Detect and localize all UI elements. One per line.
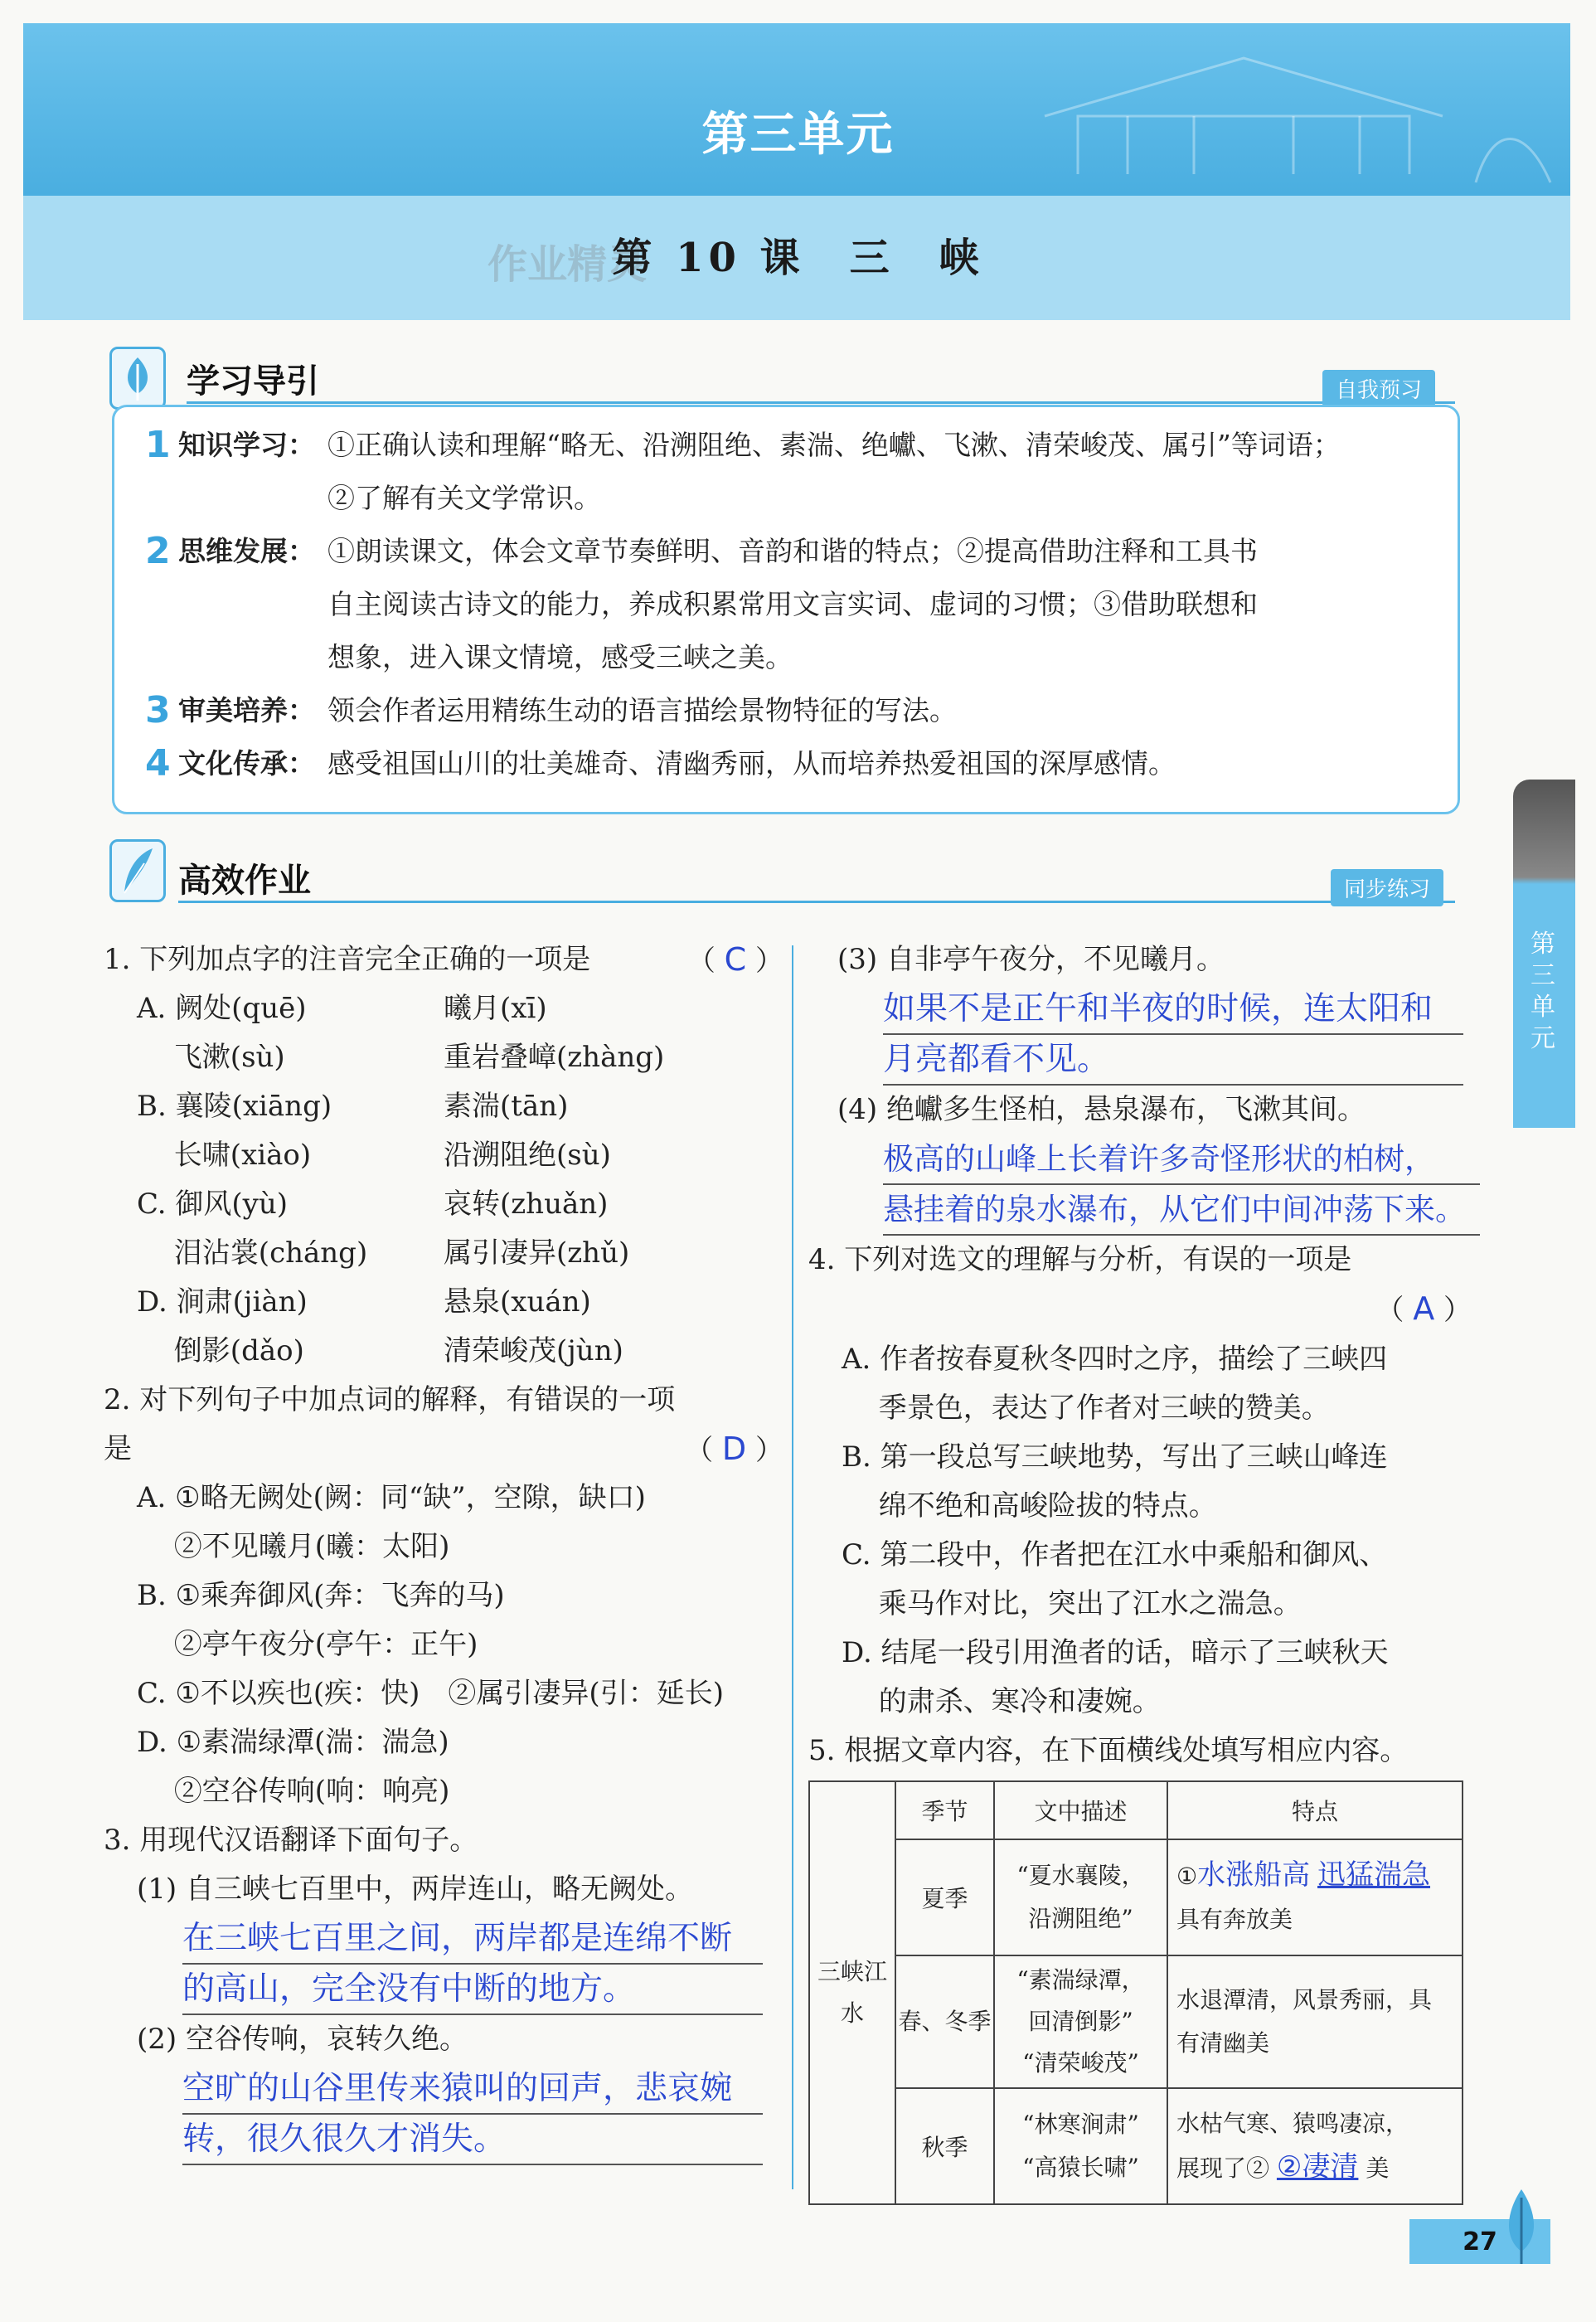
item-number: 1 bbox=[145, 424, 171, 466]
option-row: D. 涧肃(jiàn) 悬泉(xuán) bbox=[137, 1285, 591, 1319]
table-row: 春、冬季 “素湍绿潭， 回清倒影” “清荣峻茂” 水退潭清，风景秀丽，具 有清幽美 bbox=[809, 1955, 1463, 2088]
option: C. 第二段中，作者把在江水中乘船和御风、 bbox=[842, 1538, 1388, 1571]
table-header: 文中描述 bbox=[994, 1781, 1167, 1839]
divider bbox=[187, 401, 1455, 404]
option: ②空谷传响(响：响亮) bbox=[137, 1775, 450, 1808]
item-number: 3 bbox=[145, 689, 171, 731]
option-row: C. 御风(yù) 哀转(zhuǎn) bbox=[137, 1188, 609, 1221]
answer-mark: C bbox=[724, 941, 747, 978]
option-row: 飞漱(sù) 重岩叠嶂(zhàng) bbox=[137, 1041, 665, 1074]
column-divider bbox=[792, 945, 793, 2189]
handwritten-answer: ②凄清 bbox=[1276, 2150, 1359, 2184]
q3-items bbox=[104, 1865, 783, 2165]
translate-prompt: (4) 绝巘多生怪柏，悬泉瀑布，飞漱其间。 bbox=[837, 1093, 1366, 1126]
item-label: 知识学习： bbox=[178, 429, 315, 461]
divider bbox=[178, 901, 1455, 903]
feather-icon bbox=[109, 839, 166, 902]
option: A. 作者按春夏秋冬四时之序，描绘了三峡四 bbox=[842, 1343, 1388, 1376]
side-tab-label: 第三单元 bbox=[1531, 930, 1555, 1053]
page-number: 27 bbox=[1409, 2219, 1550, 2264]
guide-item bbox=[145, 737, 1438, 790]
answer-mark: A bbox=[1413, 1290, 1435, 1327]
question-stem: 1. 下列加点字的注音完全正确的一项是 bbox=[104, 943, 591, 976]
question-4: 4. 下列对选文的理解与分析，有误的一项是 bbox=[808, 1243, 1352, 1276]
option: 的肃杀、寒冷和凄婉。 bbox=[842, 1685, 1161, 1718]
item-number: 4 bbox=[145, 742, 171, 785]
practice-tag: 同步练习 bbox=[1331, 869, 1443, 906]
translate-prompt: (3) 自非亭午夜分，不见曦月。 bbox=[837, 943, 1225, 976]
option-row: 长啸(xiào) 沿溯阻绝(sù) bbox=[137, 1139, 611, 1172]
translate-prompt: (2) 空谷传响，哀转久绝。 bbox=[137, 2023, 468, 2056]
q1-options bbox=[104, 984, 783, 1376]
table-row: 夏季 “夏水襄陵， 沿溯阻绝” ①水涨船高 迅猛湍急 具有奔放美 bbox=[809, 1839, 1463, 1955]
left-column bbox=[104, 935, 783, 2165]
question-5: 5. 根据文章内容，在下面横线处填写相应内容。 bbox=[808, 1734, 1409, 1767]
item-label: 文化传承： bbox=[178, 747, 315, 780]
option-row: 倒影(dǎo) 清荣峻茂(jùn) bbox=[137, 1334, 623, 1367]
option: ②亭午夜分(亭午：正午) bbox=[137, 1628, 478, 1661]
q3-items-cont bbox=[808, 935, 1472, 1236]
question-3: 3. 用现代汉语翻译下面句子。 bbox=[104, 1824, 478, 1857]
item-text: 领会作者运用精练生动的语言描绘景物特征的写法。 bbox=[327, 694, 957, 726]
translation-answer: 如果不是正午和半夜的时候，连太阳和 月亮都看不见。 bbox=[837, 984, 1463, 1086]
answer-line bbox=[182, 2164, 763, 2165]
answer-mark: D bbox=[721, 1431, 747, 1467]
guide-item bbox=[145, 525, 1438, 684]
item-label: 审美培养： bbox=[178, 694, 315, 726]
table-row-label: 三峡江水 bbox=[809, 1781, 895, 2204]
option: D. ①素湍绿潭(湍：湍急) bbox=[137, 1726, 449, 1759]
question-2: 2. 对下列句子中加点词的解释，有错误的一项 是 （ D ） bbox=[104, 1376, 783, 1474]
table-row: 秋季 “林寒涧肃” “高猿长啸” 水枯气寒、猿鸣凄凉， 展现了② ②凄清 美 bbox=[809, 2088, 1463, 2204]
option: 季景色，表达了作者对三峡的赞美。 bbox=[842, 1392, 1330, 1425]
option-row: B. 襄陵(xiāng) 素湍(tān) bbox=[137, 1090, 569, 1123]
guide-item bbox=[145, 419, 1438, 525]
option: D. 结尾一段引用渔者的话，暗示了三峡秋天 bbox=[842, 1636, 1389, 1669]
table-header: 特点 bbox=[1167, 1781, 1463, 1839]
guide-item bbox=[145, 684, 1438, 737]
question-1: 1. 下列加点字的注音完全正确的一项是 （ C ） bbox=[104, 941, 783, 978]
watermark: 作业精灵 bbox=[488, 241, 648, 288]
right-column bbox=[808, 935, 1472, 2205]
item-text: 自主阅读古诗文的能力，养成积累常用文言实词、虚词的习惯；③借助联想和 bbox=[327, 588, 1258, 620]
item-number: 2 bbox=[145, 530, 171, 572]
tree-icon bbox=[1501, 2189, 1542, 2264]
item-text: 感受祖国山川的壮美雄奇、清幽秀丽，从而培养热爱祖国的深厚感情。 bbox=[327, 747, 1176, 780]
translation-answer: 极高的山峰上长着许多奇怪形状的柏树， 悬挂着的泉水瀑布，从它们中间冲荡下来。 bbox=[837, 1134, 1480, 1236]
item-text: 想象，进入课文情境，感受三峡之美。 bbox=[327, 641, 793, 673]
guide-list bbox=[145, 419, 1438, 790]
q4-answer-row: （ A ） bbox=[1375, 1290, 1472, 1327]
leaf-icon bbox=[109, 347, 166, 410]
question-stem: 2. 对下列句子中加点词的解释，有错误的一项 bbox=[104, 1383, 676, 1416]
q2-options bbox=[104, 1474, 783, 1816]
item-text: ②了解有关文学常识。 bbox=[327, 482, 601, 514]
translation-answer: 空旷的山谷里传来猿叫的回声，悲哀婉 转，很久很久才消失。 bbox=[137, 2064, 763, 2165]
handwritten-answer: 水涨船高 bbox=[1197, 1858, 1311, 1892]
lesson-title: 第 10 课 三 峡 bbox=[612, 235, 984, 281]
q4-options bbox=[808, 1335, 1472, 1727]
translation-answer: 在三峡七百里之间，两岸都是连绵不断 的高山，完全没有中断的地方。 bbox=[137, 1914, 763, 2015]
option: 乘马作对比，突出了江水之湍急。 bbox=[842, 1587, 1302, 1620]
option-row: 泪沾裳(cháng) 属引凄异(zhǔ) bbox=[137, 1236, 630, 1270]
option: 绵不绝和高峻险拔的特点。 bbox=[842, 1489, 1217, 1523]
homework-title: 高效作业 bbox=[178, 862, 311, 900]
item-text: ①正确认读和理解“略无、沿溯阻绝、素湍、绝巘、飞漱、清荣峻茂、属引”等词语； bbox=[327, 429, 1341, 461]
option: C. ①不以疾也(疾：快) ②属引凄异(引：延长) bbox=[137, 1677, 724, 1710]
option-row: A. 阙处(quē) 曦月(xī) bbox=[137, 992, 547, 1025]
handwritten-answer: 迅猛湍急 bbox=[1317, 1858, 1431, 1892]
option: B. ①乘奔御风(奔：飞奔的马) bbox=[137, 1579, 505, 1612]
option: A. ①略无阙处(阙：同“缺”，空隙，缺口) bbox=[137, 1481, 646, 1514]
features-table bbox=[808, 1780, 1463, 2205]
item-text: ①朗读课文，体会文章节奏鲜明、音韵和谐的特点；②提高借助注释和工具书 bbox=[327, 535, 1258, 567]
translate-prompt: (1) 自三峡七百里中，两岸连山，略无阙处。 bbox=[137, 1873, 693, 1906]
item-label: 思维发展： bbox=[178, 535, 315, 567]
option: ②不见曦月(曦：太阳) bbox=[137, 1530, 450, 1563]
guide-title: 学习导引 bbox=[187, 362, 319, 401]
option: B. 第一段总写三峡地势，写出了三峡山峰连 bbox=[842, 1440, 1388, 1474]
table-header: 季节 bbox=[895, 1781, 994, 1839]
preview-tag: 自我预习 bbox=[1322, 370, 1435, 407]
unit-title: 第三单元 bbox=[701, 108, 895, 162]
